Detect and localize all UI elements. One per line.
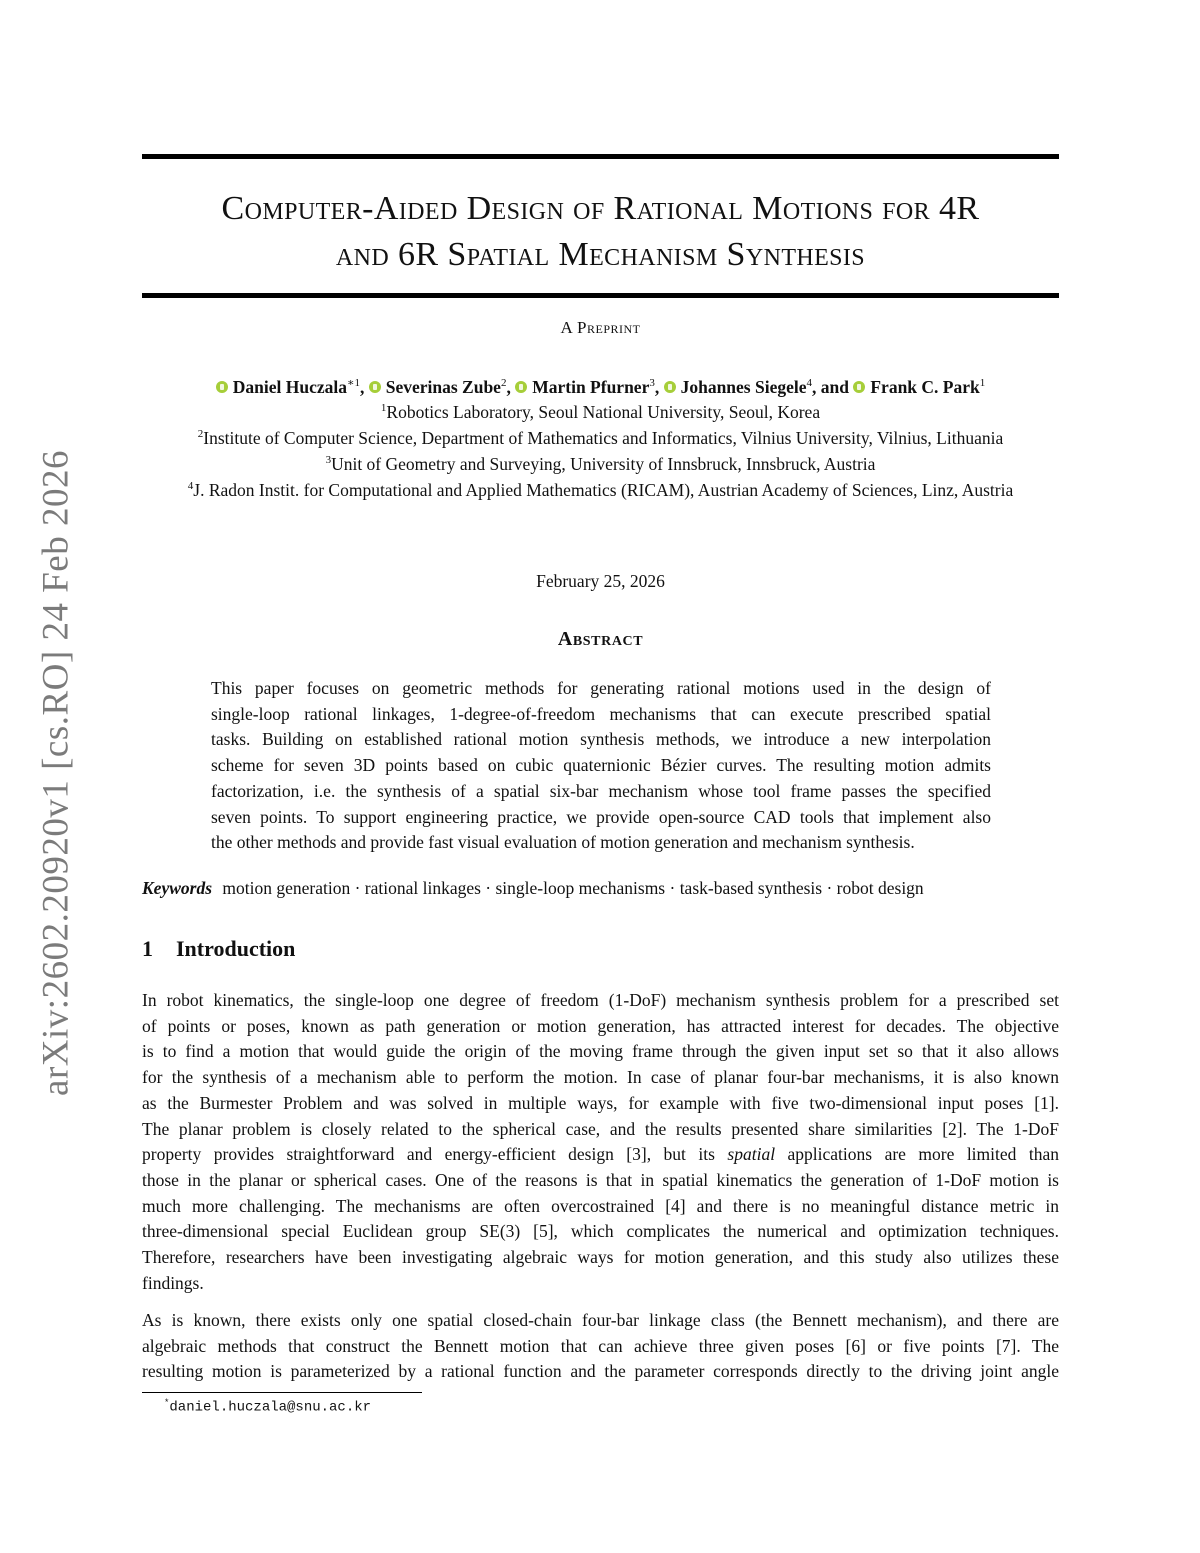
text-line: as the Burmester Problem and was solved in multiple ways, for example with five two-dimensional input poses [1]. [142,1092,1059,1113]
section-number: 1 [142,936,153,961]
text-line: property provides straightforward and energy-efficient design [3], but its spatial applications are more limited than [142,1144,1059,1165]
abstract-line: the other methods and provide fast visual evaluation of motion generation and mechanism synthesis. [211,832,915,853]
text-line: three-dimensional special Euclidean group SE(3) [5], which complicates the numerical and optimization techniques. [142,1221,1059,1242]
orcid-icon[interactable] [515,381,527,393]
abstract-line: This paper focuses on geometric methods for generating rational motions used in the design of [211,678,991,698]
text-line: The planar problem is closely related to the spherical case, and the results presented share similarities [2]. The 1-DoF [142,1118,1059,1139]
author: Severinas Zube$^2$, [369,377,515,397]
text-line: resulting motion is parameterized by a rational function and the parameter corresponds directly to the driving joint angle [142,1361,1059,1382]
paper-title [142,186,1059,278]
author-name: Martin Pfurner [532,376,650,397]
intro-paragraph-1 [142,988,1059,1296]
footnote-email[interactable]: daniel.huczala@snu.ac.kr [169,1399,372,1416]
text-line: those in the planar or spherical cases. One of the reasons is that in spatial kinematics the generation of 1-DoF motion is [142,1169,1059,1190]
text-line: of points or poses, known as path generation or motion generation, has attracted interest for decades. The objective [142,1015,1059,1036]
author-name: Daniel Huczala [232,376,347,397]
text-line: Therefore, researchers have been investigating algebraic ways for motion generation, and this study also utilizes these [142,1247,1059,1268]
author-affiliation-mark: 4 [806,377,813,389]
preprint-label: A Preprint [560,318,641,337]
affiliation: $^3$Unit of Geometry and Surveying, University of Innsbruck, Innsbruck, Austria [325,454,876,474]
text-line: findings. [142,1272,204,1293]
section-title: Introduction [176,936,296,961]
footnote-mark: * [164,1398,170,1408]
title-rule-top [142,154,1059,159]
text-line: algebraic methods that construct the Bennett motion that can achieve three given poses [6] or five points [7]. The [142,1335,1059,1356]
author: Johannes Siegele$^4$, and [664,377,854,397]
author-affiliation-mark: 2 [500,377,507,389]
emphasis: spatial [727,1144,776,1165]
section-heading [142,936,295,962]
keywords-list: motion generation · rational linkages · single-loop mechanisms · task-based synthesis · robot design [222,878,924,898]
footnote-rule [142,1392,422,1393]
title-rule-bottom [142,293,1059,298]
author [853,377,985,397]
keywords-label: Keywords [142,878,212,898]
orcid-icon[interactable] [369,381,381,393]
affiliation: $^4$J. Radon Instit. for Computational and Applied Mathematics (RICAM), Austrian Academy of Sciences, Linz, Austria [187,480,1014,500]
abstract-heading: Abstract [557,628,644,650]
orcid-icon[interactable] [853,381,865,393]
text-line: for the synthesis of a mechanism able to perform the motion. In case of planar four-bar mechanisms, it is also known [142,1067,1059,1088]
author-list [142,376,1059,398]
abstract-body [211,676,991,856]
orcid-icon[interactable] [664,381,676,393]
abstract-line: factorization, i.e. the synthesis of a spatial six-bar mechanism whose tool frame passes the specified [211,780,991,801]
orcid-icon[interactable] [216,381,228,393]
footnote [164,1398,371,1416]
text-line: In robot kinematics, the single-loop one degree of freedom (1-DoF) mechanism synthesis problem for a prescribed set [142,990,1059,1010]
text-line: is to find a motion that would guide the origin of the moving frame through the given input set so that it also allows [142,1041,1059,1062]
arxiv-side-stamp [16,433,96,1113]
abstract-line: tasks. Building on established rational motion synthesis methods, we introduce a new interpolation [211,729,991,750]
author-name: Frank C. Park [870,376,980,397]
author-name: Johannes Siegele [680,376,807,397]
text-line: As is known, there exists only one spatial closed-chain four-bar linkage class (the Bennett mechanism), and there are [142,1310,1059,1330]
affiliation: $^1$Robotics Laboratory, Seoul National University, Seoul, Korea [380,402,821,422]
abstract-line: single-loop rational linkages, 1-degree-of-freedom mechanisms that can execute prescribed spatial [211,703,991,724]
title-line-1: Computer-Aided Design of Rational Motions for 4R [221,190,980,227]
author-affiliation-mark: 1 [979,377,986,389]
keywords [142,878,1059,899]
author-affiliation-mark: 3 [649,377,655,389]
affiliation: $^2$Institute of Computer Science, Department of Mathematics and Informatics, Vilnius University, Vilnius, Lithuania [197,428,1004,448]
author: Daniel Huczala$^{∗1}$, [216,377,369,397]
publication-date: February 25, 2026 [536,571,665,591]
text-line: much more challenging. The mechanisms are often overcostrained [4] and there is no meaningful distance metric in [142,1195,1059,1216]
arxiv-identifier: arXiv:2602.20920v1 [cs.RO] 24 Feb 2026 [35,450,77,1096]
abstract-line: seven points. To support engineering practice, we provide open-source CAD tools that implement also [211,806,991,827]
abstract-line: scheme for seven 3D points based on cubic quaternionic Bézier curves. The resulting motion admits [211,755,991,776]
author: Martin Pfurner$^3$, [515,377,663,397]
title-line-2: and 6R Spatial Mechanism Synthesis [335,236,866,273]
intro-paragraph-2 [142,1308,1059,1385]
author-name: Severinas Zube [385,376,501,397]
author-affiliation-mark: ∗1 [347,377,360,389]
